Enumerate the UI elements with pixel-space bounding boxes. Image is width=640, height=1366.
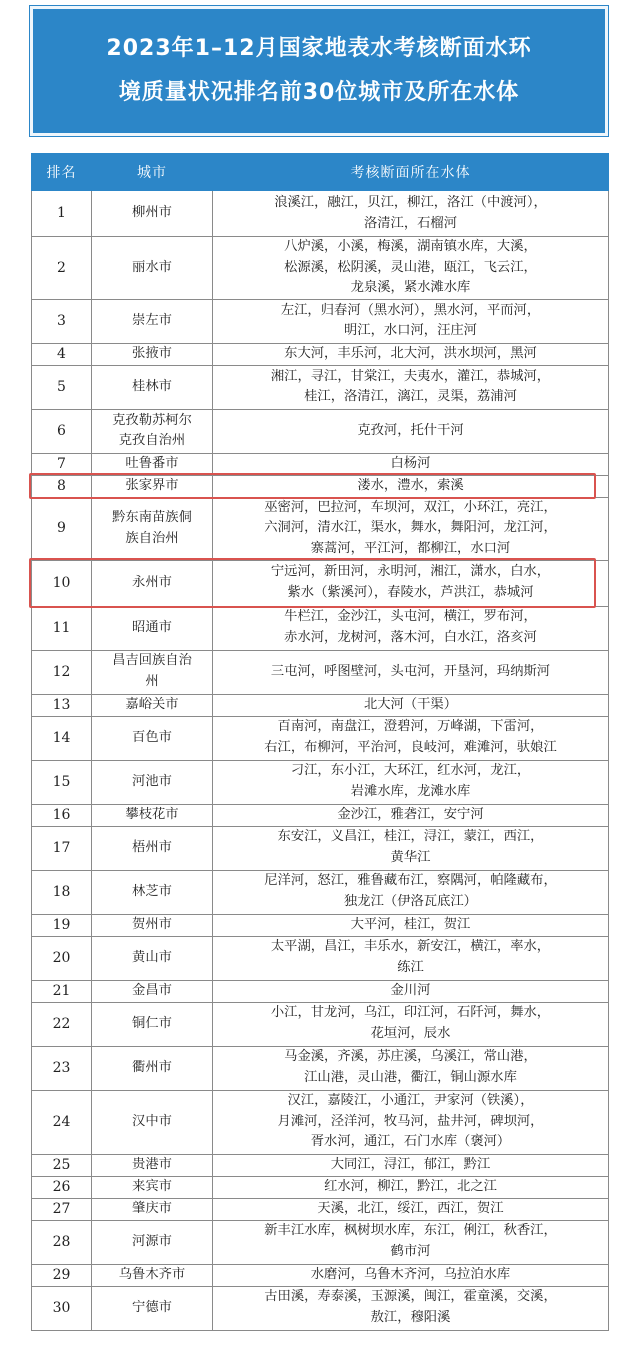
water-cell: [213, 1198, 609, 1220]
water-line: 汉江，嘉陵江，小通江，尹家河（铁溪），: [287, 1093, 534, 1109]
water-cell: [213, 1176, 609, 1198]
city-cell: [92, 650, 213, 694]
water-cell: [213, 1154, 609, 1176]
water-line: 明江，水口河，汪庄河: [344, 323, 477, 339]
city-line: 克孜自治州: [118, 433, 186, 449]
water-line: 巫密河，巴拉河，车坝河，双江，小环江，亮江，: [264, 499, 557, 515]
water-line: 龙泉溪，紧水滩水库: [350, 280, 471, 296]
water-cell: [213, 1046, 609, 1090]
city-cell: 桂林市: [92, 365, 213, 409]
water-line: 马金溪，齐溪，苏庄溪，乌溪江，常山港，: [284, 1049, 537, 1065]
table-row: [32, 606, 609, 650]
water-line: 月滩河，泾洋河，牧马河，盐井河，碑坝河，: [277, 1113, 544, 1129]
water-cell: [213, 343, 609, 365]
table-row: [32, 237, 609, 300]
city-cell: 吐鲁番市: [92, 453, 213, 475]
table-row: [32, 191, 609, 237]
rank-cell: 1: [32, 191, 92, 237]
table-header-row: [32, 154, 609, 191]
city-line: 昌吉回族自治: [112, 653, 192, 669]
table-row: [32, 914, 609, 936]
water-line: 三屯河，呼图壁河，头屯河，开垦河，玛纳斯河: [270, 663, 551, 679]
header-water: 考核断面所在水体: [213, 154, 609, 191]
water-line: 赤水河，龙树河，落木河，白水江，洛亥河: [284, 630, 537, 646]
rank-cell: 3: [32, 299, 92, 343]
title-line-2: 境质量状况排名前30位城市及所在水体: [118, 80, 520, 105]
rank-cell: 28: [32, 1220, 92, 1264]
water-line: 胥水河，通江，石门水库（褒河）: [310, 1134, 511, 1150]
city-cell: 嘉峪关市: [92, 694, 213, 716]
rank-cell: 22: [32, 1002, 92, 1046]
rank-cell: 30: [32, 1286, 92, 1330]
water-cell: [213, 1090, 609, 1154]
water-cell: [213, 980, 609, 1002]
water-cell: [213, 409, 609, 453]
water-cell: [213, 716, 609, 760]
water-line: 白杨河: [390, 455, 431, 471]
water-line: 金川河: [390, 982, 431, 998]
rank-cell: 4: [32, 343, 92, 365]
rank-cell: 16: [32, 804, 92, 826]
table-row: [32, 560, 609, 606]
city-cell: 柳州市: [92, 191, 213, 237]
water-cell: [213, 191, 609, 237]
rank-cell: 20: [32, 936, 92, 980]
city-line: 族自治州: [125, 530, 179, 546]
table-row: [32, 760, 609, 804]
city-cell: 昭通市: [92, 606, 213, 650]
table-row: [32, 1090, 609, 1154]
city-line: 州: [145, 674, 159, 690]
water-line: 大同江，浔江，郁江，黔江: [330, 1156, 491, 1172]
city-cell: 贺州市: [92, 914, 213, 936]
city-cell: 宁德市: [92, 1286, 213, 1330]
city-cell: 黄山市: [92, 936, 213, 980]
table-row: [32, 1002, 609, 1046]
city-cell: 崇左市: [92, 299, 213, 343]
rank-cell: 25: [32, 1154, 92, 1176]
table-row: [32, 826, 609, 870]
table-row: [32, 936, 609, 980]
water-line: 北大河（干渠）: [363, 696, 458, 712]
rank-cell: 29: [32, 1264, 92, 1286]
water-line: 小江，甘龙河，乌江，印江河，石阡河，舞水，: [270, 1005, 551, 1021]
water-cell: [213, 694, 609, 716]
water-cell: [213, 497, 609, 560]
water-line: 寨蒿河，平江河，都柳江，水口河: [310, 540, 511, 556]
water-cell: [213, 1264, 609, 1286]
rank-cell: 9: [32, 497, 92, 560]
table-row: [32, 1176, 609, 1198]
water-line: 湘江，寻江，甘棠江，夫夷水，灌江，恭城河，: [270, 368, 551, 384]
city-cell: 张掖市: [92, 343, 213, 365]
city-cell: 林芝市: [92, 870, 213, 914]
rank-cell: 15: [32, 760, 92, 804]
title-banner: [30, 6, 608, 136]
water-line: 敖江，穆阳溪: [370, 1310, 451, 1326]
table-row: [32, 804, 609, 826]
table-row: [32, 365, 609, 409]
ranking-table: [31, 153, 609, 1331]
water-cell: [213, 365, 609, 409]
water-cell: [213, 299, 609, 343]
water-line: 古田溪，寿泰溪，玉源溪，闽江，霍童溪，交溪，: [264, 1289, 557, 1305]
water-line: 左江，归春河（黑水河），黑水河，平而河，: [280, 302, 541, 318]
water-cell: [213, 650, 609, 694]
water-cell: [213, 804, 609, 826]
rank-cell: 2: [32, 237, 92, 300]
rank-cell: 11: [32, 606, 92, 650]
rank-cell: 13: [32, 694, 92, 716]
city-cell: 攀枝花市: [92, 804, 213, 826]
water-line: 克孜河，托什干河: [357, 422, 464, 438]
city-line: 黔东南苗族侗: [112, 510, 192, 526]
water-line: 大平河，桂江，贺江: [350, 916, 471, 932]
water-line: 六洞河，清水江，渠水，舞水，舞阳河，龙江河，: [264, 520, 557, 536]
city-cell: 丽水市: [92, 237, 213, 300]
table-row: [32, 299, 609, 343]
water-line: 黄华江: [390, 850, 431, 866]
water-cell: [213, 826, 609, 870]
water-cell: [213, 1286, 609, 1330]
rank-cell: 26: [32, 1176, 92, 1198]
city-cell: 乌鲁木齐市: [92, 1264, 213, 1286]
rank-cell: 12: [32, 650, 92, 694]
water-line: 松源溪，松阴溪，灵山港，瓯江，飞云江，: [284, 259, 537, 275]
city-cell: 张家界市: [92, 475, 213, 497]
water-line: 金沙江，雅砻江，安宁河: [337, 806, 484, 822]
city-cell: 金昌市: [92, 980, 213, 1002]
city-cell: 河源市: [92, 1220, 213, 1264]
table-row: [32, 1046, 609, 1090]
water-cell: [213, 760, 609, 804]
table-row: [32, 409, 609, 453]
city-cell: 来宾市: [92, 1176, 213, 1198]
table-row: [32, 870, 609, 914]
water-line: 尼洋河，怒江，雅鲁藏布江，察隅河，帕隆藏布，: [264, 873, 557, 889]
table-row: [32, 343, 609, 365]
rank-cell: 7: [32, 453, 92, 475]
water-cell: [213, 475, 609, 497]
title-line-1: 2023年1–12月国家地表水考核断面水环: [106, 36, 532, 61]
table-row: [32, 694, 609, 716]
city-cell: 肇庆市: [92, 1198, 213, 1220]
city-cell: 梧州市: [92, 826, 213, 870]
city-cell: [92, 409, 213, 453]
table-row: [32, 1264, 609, 1286]
water-line: 百南河，南盘江，澄碧河，万峰湖，下雷河，: [277, 719, 544, 735]
table-row: [32, 650, 609, 694]
city-line: 克孜勒苏柯尔: [112, 412, 192, 428]
water-line: 红水河，柳江，黔江，北之江: [324, 1178, 497, 1194]
water-line: 东安江，义昌江，桂江，浔江，蒙江，西江，: [277, 829, 544, 845]
table-row: [32, 497, 609, 560]
rank-cell: 6: [32, 409, 92, 453]
water-line: 岩滩水库，龙滩水库: [350, 784, 471, 800]
city-cell: 衢州市: [92, 1046, 213, 1090]
city-cell: 铜仁市: [92, 1002, 213, 1046]
table-row: [32, 475, 609, 497]
header-rank: 排名: [32, 154, 92, 191]
rank-cell: 17: [32, 826, 92, 870]
water-line: 刁江，东小江，大环江，红水河，龙江，: [290, 763, 531, 779]
table-row: [32, 1154, 609, 1176]
water-line: 桂江，洛清江，漓江，灵渠，荔浦河: [304, 389, 517, 405]
rank-cell: 10: [32, 560, 92, 606]
city-cell: 百色市: [92, 716, 213, 760]
rank-cell: 27: [32, 1198, 92, 1220]
city-cell: 汉中市: [92, 1090, 213, 1154]
rank-cell: 5: [32, 365, 92, 409]
header-city: 城市: [92, 154, 213, 191]
table-row: [32, 980, 609, 1002]
water-line: 练江: [397, 960, 424, 976]
city-cell: [92, 497, 213, 560]
rank-cell: 8: [32, 475, 92, 497]
water-cell: [213, 560, 609, 606]
water-line: 新丰江水库，枫树坝水库，东江，俐江，秋香江，: [264, 1223, 557, 1239]
city-cell: 永州市: [92, 560, 213, 606]
rank-cell: 21: [32, 980, 92, 1002]
city-cell: 河池市: [92, 760, 213, 804]
water-cell: [213, 237, 609, 300]
water-cell: [213, 1002, 609, 1046]
water-line: 花垣河，辰水: [370, 1026, 451, 1042]
rank-cell: 19: [32, 914, 92, 936]
water-cell: [213, 1220, 609, 1264]
city-cell: 贵港市: [92, 1154, 213, 1176]
water-line: 独龙江（伊洛瓦底江）: [344, 894, 477, 910]
table-row: [32, 1220, 609, 1264]
water-line: 水磨河，乌鲁木齐河，乌拉泊水库: [310, 1266, 511, 1282]
water-line: 天溪，北江，绥江，西江，贺江: [317, 1200, 504, 1216]
water-line: 鹤市河: [390, 1244, 431, 1260]
water-cell: [213, 870, 609, 914]
water-line: 牛栏江，金沙江，头屯河，横江，罗布河，: [284, 609, 537, 625]
table-row: [32, 1286, 609, 1330]
water-line: 东大河，丰乐河，北大河，洪水坝河，黑河: [284, 345, 537, 361]
rank-cell: 23: [32, 1046, 92, 1090]
water-line: 江山港，灵山港，衢江，铜山源水库: [304, 1070, 517, 1086]
water-line: 宁远河，新田河，永明河，湘江，潇水，白水，: [270, 564, 551, 580]
water-line: 右江，布柳河，平治河，良岐河，难滩河，驮娘江: [264, 740, 557, 756]
water-line: 太平湖，昌江，丰乐水，新安江，横江，率水，: [270, 939, 551, 955]
water-cell: [213, 936, 609, 980]
water-line: 浪溪江，融江，贝江，柳江，洛江（中渡河），: [274, 194, 547, 210]
water-line: 溇水，澧水，索溪: [357, 477, 464, 493]
water-cell: [213, 453, 609, 475]
water-line: 洛清江，石榴河: [363, 215, 458, 231]
table-row: [32, 1198, 609, 1220]
water-line: 八炉溪，小溪，梅溪，湖南镇水库，大溪，: [284, 239, 537, 254]
rank-cell: 24: [32, 1090, 92, 1154]
table-row: [32, 716, 609, 760]
water-cell: [213, 914, 609, 936]
table-row: [32, 453, 609, 475]
water-cell: [213, 606, 609, 650]
water-line: 紫水（紫溪河），春陵水，芦洪江，恭城河: [287, 585, 534, 601]
rank-cell: 18: [32, 870, 92, 914]
rank-cell: 14: [32, 716, 92, 760]
